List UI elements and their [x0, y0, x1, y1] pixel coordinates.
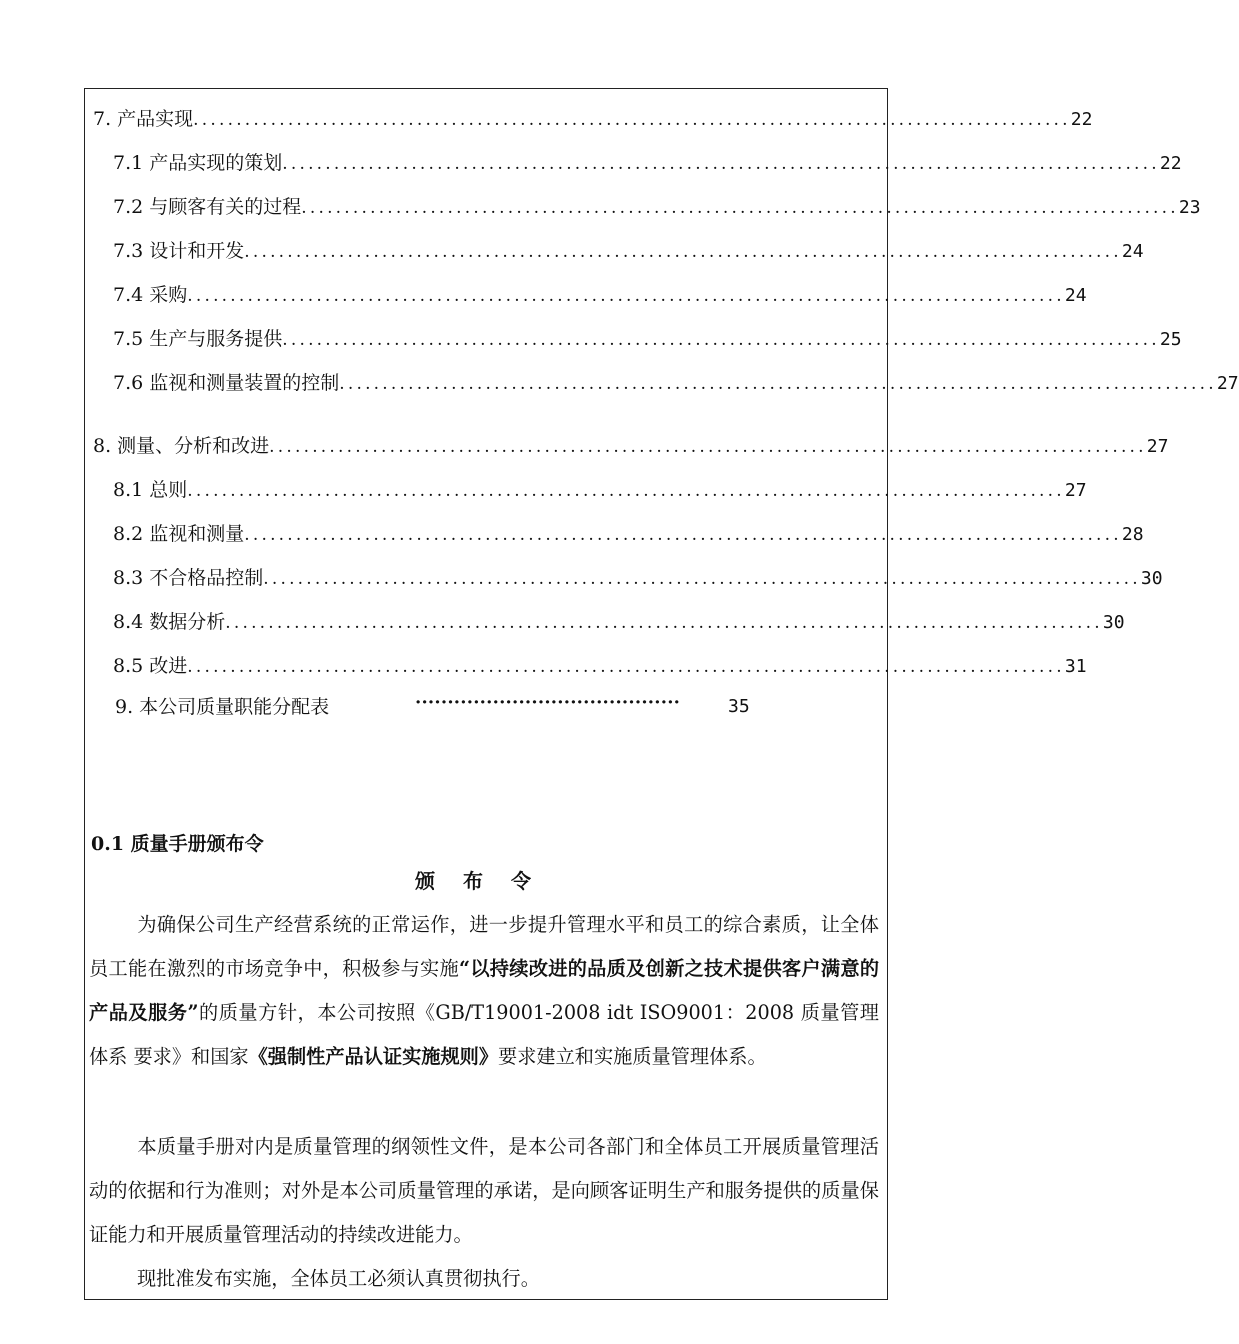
toc-item[interactable] [93, 107, 1093, 132]
toc-item-label: 8.1 总则 [113, 479, 188, 501]
paragraph-text: 本质量手册对内是质量管理的纲领性文件，是本公司各部门和全体员工开展质量管理活动的依据和行为准则；对外是本公司质量管理的承诺，是向顾客证明生产和服务提供的质量保证能力和开展质量管理活动的持续改进能力。 [89, 1135, 879, 1246]
toc-item-page: 28 [1121, 524, 1144, 545]
toc-item-page: 24 [1064, 285, 1087, 306]
toc-leader: ...................................................................................................... [187, 286, 1065, 306]
toc-item[interactable] [93, 434, 1169, 459]
toc-item-label: 7.4 采购 [113, 284, 188, 306]
toc-item-label: 7.3 设计和开发 [113, 240, 245, 262]
toc-item-page: 25 [1159, 329, 1182, 350]
toc-item-page: 35 [728, 696, 750, 717]
toc-item-page: 30 [1102, 612, 1125, 633]
toc-item-quality-function-table[interactable] [115, 692, 755, 721]
toc-item-label: 8.3 不合格品控制 [113, 567, 264, 589]
toc-item-label: 8. 测量、分析和改进 [93, 435, 270, 457]
toc-item-page: 31 [1064, 656, 1087, 677]
toc-item[interactable] [113, 195, 1201, 220]
toc-item[interactable] [113, 239, 1144, 264]
toc-item-page: 27 [1146, 436, 1169, 457]
document-frame [84, 88, 1239, 1300]
toc-leader: ...................................................................................................... [187, 481, 1065, 501]
toc-item-label: 8.4 数据分析 [113, 611, 226, 633]
toc-item-page: 22 [1070, 109, 1093, 130]
decree-title: 颁布令 [415, 869, 559, 893]
toc-leader: ········································· [415, 692, 681, 713]
toc-leader: ...................................................................................................... [269, 437, 1147, 457]
toc-item[interactable] [113, 566, 1163, 591]
paragraph-text: 现批准发布实施，全体员工必须认真贯彻执行。 [137, 1267, 540, 1290]
decree-paragraph-1 [89, 903, 879, 1079]
regulation-title-text: 《强制性产品认证实施规则》 [248, 1045, 499, 1068]
toc-item[interactable] [113, 478, 1087, 503]
section-heading: 0.1 质量手册颁布令 [91, 833, 264, 855]
toc-item-label: 7.6 监视和测量装置的控制 [113, 372, 340, 394]
toc-item[interactable] [113, 654, 1087, 679]
toc-item-page: 27 [1216, 373, 1239, 394]
decree-paragraph-2 [89, 1125, 879, 1257]
toc-leader: ...................................................................................................... [244, 242, 1122, 262]
toc-leader: ...................................................................................................... [339, 374, 1217, 394]
toc-item[interactable] [113, 522, 1144, 547]
toc-item-label: 7.1 产品实现的策划 [113, 152, 283, 174]
toc-item-page: 27 [1064, 480, 1087, 501]
toc-item[interactable] [113, 610, 1125, 635]
paragraph-text: 要求建立和实施质量管理体系。 [498, 1045, 767, 1068]
toc-leader: ...................................................................................................... [193, 110, 1071, 130]
toc-leader: ...................................................................................................... [263, 569, 1141, 589]
toc-item[interactable] [113, 151, 1182, 176]
quality-policy-text: “以持续改进的品质及创新之技术提供客户满意的产品及服务” [89, 957, 880, 1024]
toc-leader: ...................................................................................................... [244, 525, 1122, 545]
toc-item-label: 8.2 监视和测量 [113, 523, 245, 545]
toc-item[interactable] [113, 283, 1087, 308]
toc-leader: ...................................................................................................... [282, 330, 1160, 350]
toc-item-page: 22 [1159, 153, 1182, 174]
toc-leader: ...................................................................................................... [225, 613, 1103, 633]
toc-leader: ...................................................................................................... [282, 154, 1160, 174]
toc-item-page: 23 [1178, 197, 1201, 218]
toc-item-label: 7. 产品实现 [93, 108, 194, 130]
toc-leader: ...................................................................................................... [187, 657, 1065, 677]
paragraph-text: 的质量方针，本公司按照《GB/T19001-2008 idt ISO9001：2008 质量管理体系 要求》和国家 [89, 1001, 879, 1068]
toc-item-label: 7.2 与顾客有关的过程 [113, 196, 302, 218]
decree-paragraph-3 [89, 1257, 879, 1301]
toc-item-label: 7.5 生产与服务提供 [113, 328, 283, 350]
toc-item-label: 9. 本公司质量职能分配表 [115, 696, 330, 718]
paragraph-text: 为确保公司生产经营系统的正常运作，进一步提升管理水平和员工的综合素质，让全体员工能在激烈的市场竞争中，积极参与实施 [89, 913, 879, 980]
toc-leader: ...................................................................................................... [301, 198, 1179, 218]
toc-item[interactable] [113, 371, 1239, 396]
toc-item-page: 30 [1140, 568, 1163, 589]
toc-item[interactable] [113, 327, 1182, 352]
toc-item-page: 24 [1121, 241, 1144, 262]
toc-item-label: 8.5 改进 [113, 655, 188, 677]
